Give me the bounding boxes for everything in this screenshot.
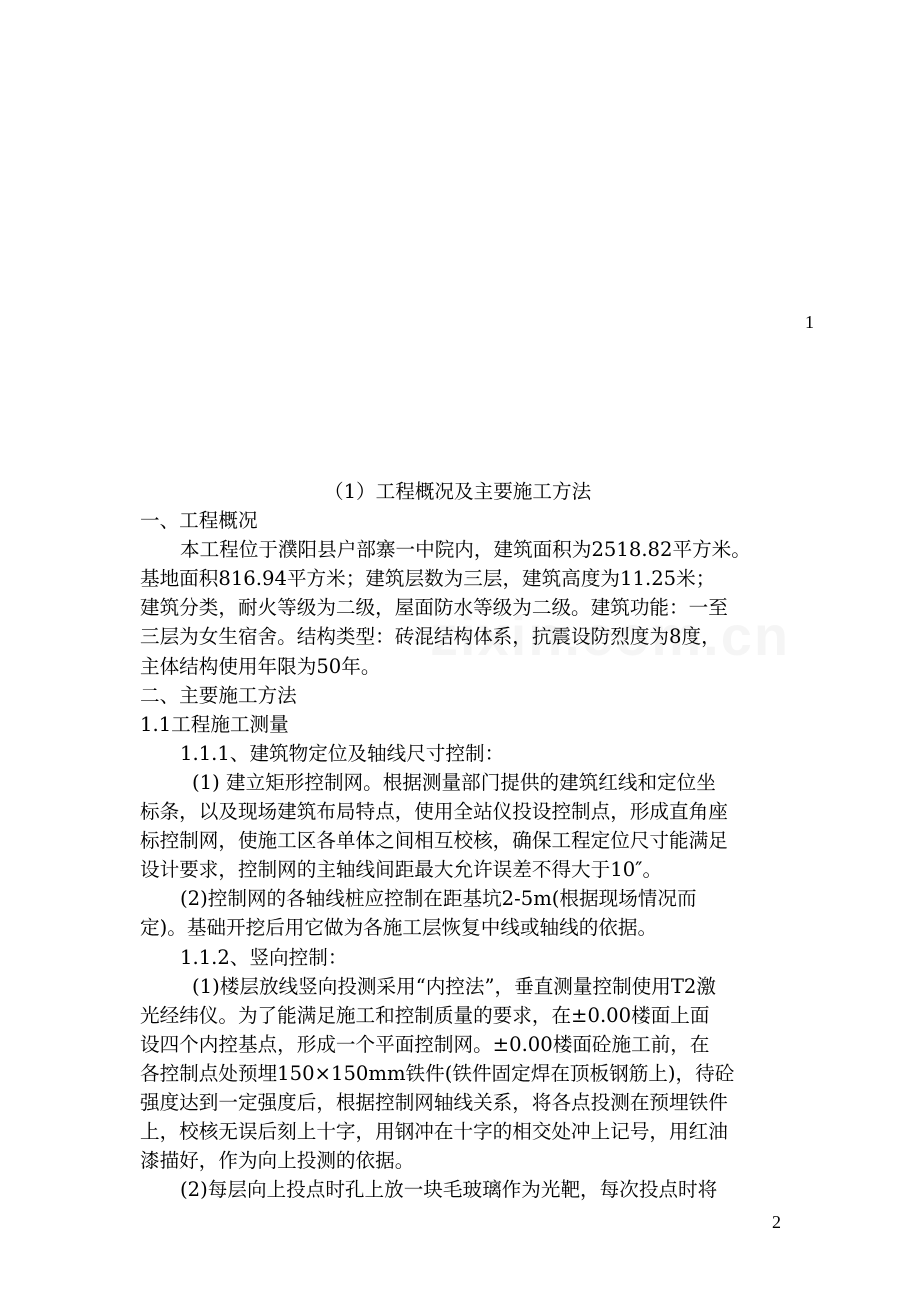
paragraph-line: 上，校核无误后刻上十字，用钢冲在十字的相交处冲上记号，用红油	[140, 1120, 728, 1144]
heading-project-overview: 一、工程概况	[140, 509, 258, 533]
paragraph-line: 各控制点处预埋150×150mm铁件(铁件固定焊在顶板钢筋上)，待砼	[140, 1061, 735, 1085]
paragraph-line: 本工程位于濮阳县户部寨一中院内，建筑面积为2518.82平方米。	[180, 538, 751, 562]
section-title: （1）工程概况及主要施工方法	[324, 480, 592, 503]
paragraph-line: (1)楼层放线竖向投测采用“内控法”，垂直测量控制使用T2激	[192, 974, 716, 998]
paragraph-line: 建筑分类，耐火等级为二级，屋面防水等级为二级。建筑功能：一至	[140, 596, 728, 620]
paragraph-line: (1) 建立矩形控制网。根据测量部门提供的建筑红线和定位坐	[192, 770, 716, 794]
heading-survey: 1.1工程施工测量	[140, 712, 289, 736]
heading-construction-methods: 二、主要施工方法	[140, 683, 297, 707]
paragraph-line: (2)控制网的各轴线桩应控制在距基坑2-5m(根据现场情况而	[180, 887, 697, 911]
paragraph-line: 三层为女生宿舍。结构类型：砖混结构体系，抗震设防烈度为8度，	[140, 625, 721, 649]
paragraph-line: 漆描好，作为向上投测的依据。	[140, 1149, 415, 1173]
paragraph-line: 光经纬仪。为了能满足施工和控制质量的要求，在±0.00楼面上面	[140, 1003, 710, 1027]
paragraph-line: 强度达到一定强度后，根据控制网轴线关系，将各点投测在预埋铁件	[140, 1090, 728, 1114]
paragraph-line: (2)每层向上投点时孔上放一块毛玻璃作为光靶，每次投点时将	[180, 1178, 718, 1202]
paragraph-line: 定)。基础开挖后用它做为各施工层恢复中线或轴线的依据。	[140, 916, 658, 940]
subheading-positioning: 1.1.1、建筑物定位及轴线尺寸控制：	[180, 741, 505, 765]
paragraph-line: 设计要求，控制网的主轴线间距最大允许误差不得大于10″。	[140, 858, 663, 882]
document-body	[140, 477, 800, 1204]
paragraph-line: 基地面积816.94平方米；建筑层数为三层，建筑高度为11.25米；	[140, 567, 716, 591]
paragraph-line: 标控制网，使施工区各单体之间相互校核，确保工程定位尺寸能满足	[140, 829, 728, 853]
paragraph-line: 主体结构使用年限为50年。	[140, 654, 381, 678]
subheading-vertical-control: 1.1.2、竖向控制：	[180, 945, 348, 969]
page-number-2: 2	[772, 1212, 781, 1232]
paragraph-line: 标条，以及现场建筑布局特点，使用全站仪投设控制点，形成直角座	[140, 800, 728, 824]
page-number-1: 1	[805, 312, 814, 332]
paragraph-line: 设四个内控基点，形成一个平面控制网。±0.00楼面砼施工前，在	[140, 1032, 710, 1056]
